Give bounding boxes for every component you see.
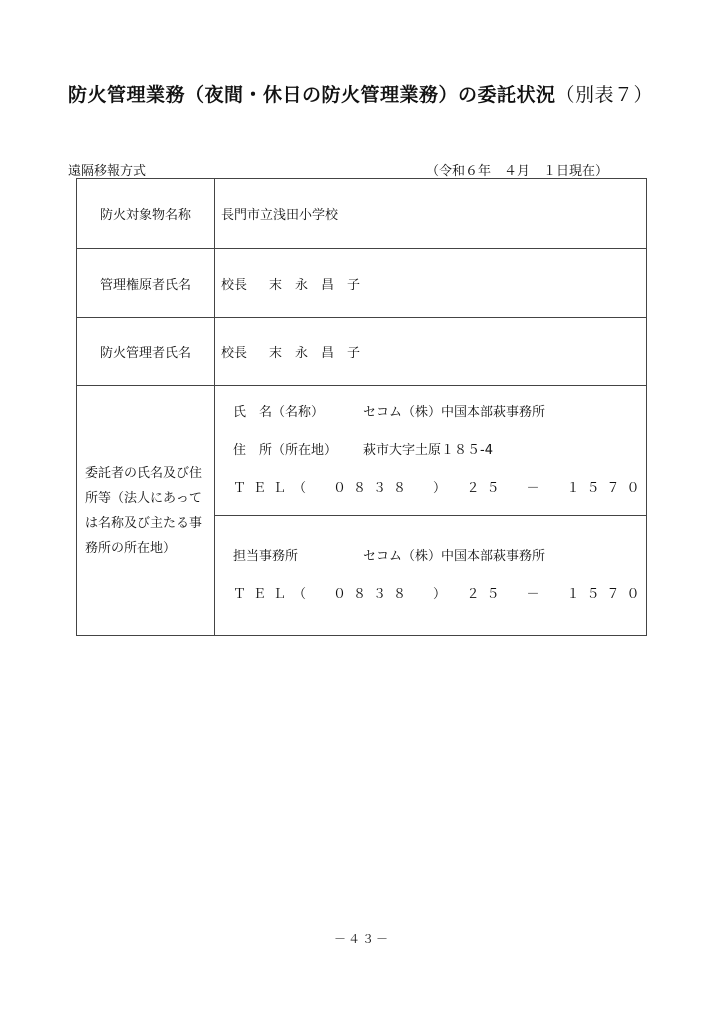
office-row: [233, 538, 646, 576]
contractor-address-row: [233, 432, 646, 470]
contractor-tel: ＴＥＬ（ ０８３８ ） ２５ － １５７０: [233, 480, 647, 496]
contractor-address-value: 萩市大字土原１８５-4: [363, 442, 493, 458]
title-main: 防火管理業務（夜間・休日の防火管理業務）の委託状況: [68, 84, 556, 106]
owner-title: 校長: [221, 277, 248, 293]
contractor-address-key: 住 所（所在地）: [233, 442, 338, 458]
contractor-label: 委託者の氏名及び住所等（法人にあっては名称及び主たる事務所の所在地）: [77, 386, 215, 636]
contractor-name-value: セコム（株）中国本部萩事務所: [363, 404, 546, 420]
contract-table: [76, 178, 647, 636]
row-contractor-top: [77, 386, 647, 516]
manager-name: 末 永 昌 子: [269, 346, 361, 361]
manager-title: 校長: [221, 346, 248, 361]
manager-label: 防火管理者氏名: [77, 318, 215, 386]
owner-value: [215, 249, 647, 318]
contractor-name-row: [233, 394, 646, 432]
as-of-date: （令和６年 ４月 １日現在）: [426, 164, 609, 179]
page-number: －４３－: [333, 932, 390, 946]
object-label: 防火対象物名称: [77, 179, 215, 249]
owner-label: 管理権原者氏名: [77, 249, 215, 318]
office-value: セコム（株）中国本部萩事務所: [363, 548, 546, 564]
office-info: [215, 516, 647, 636]
office-key: 担当事務所: [233, 548, 299, 564]
object-value: 長門市立浅田小学校: [215, 179, 647, 249]
row-manager: [77, 318, 647, 386]
office-tel: ＴＥＬ（ ０８３８ ） ２５ － １５７０: [233, 586, 647, 602]
manager-value: [215, 318, 647, 386]
title-suffix: （別表７）: [555, 84, 654, 106]
document-title: [68, 80, 653, 107]
notification-method: 遠隔移報方式: [68, 164, 147, 179]
row-owner: [77, 249, 647, 318]
owner-name: 末 永 昌 子: [269, 277, 361, 293]
contractor-info: [215, 386, 647, 516]
contractor-name-key: 氏 名（名称）: [233, 404, 325, 420]
row-object: [77, 179, 647, 249]
